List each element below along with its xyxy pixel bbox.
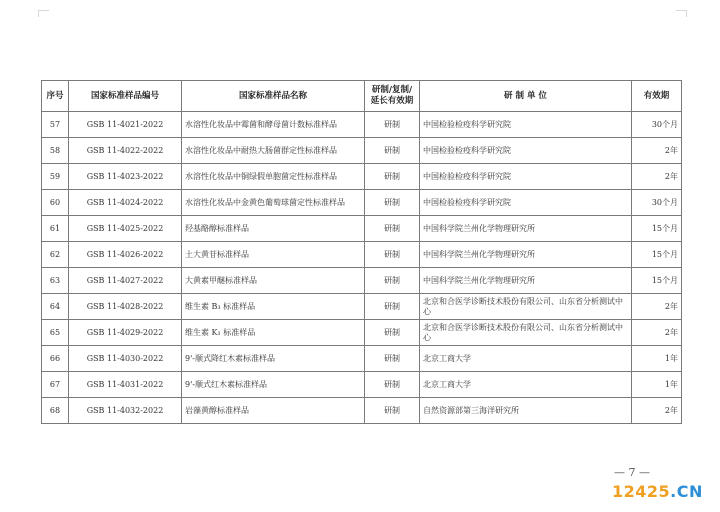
- cell-unit: 中国科学院兰州化学物理研究所: [420, 242, 632, 268]
- cell-name: 水溶性化妆品中耐热大肠菌群定性标准样品: [182, 138, 365, 164]
- cell-no: 65: [42, 320, 69, 346]
- table-row: [42, 346, 682, 372]
- cell-unit: 北京和合医学诊断技术股份有限公司、山东省分析测试中心: [420, 294, 632, 320]
- header-valid: 有效期: [632, 81, 682, 112]
- cell-unit: 中国检验检疫科学研究院: [420, 138, 632, 164]
- table-row: [42, 398, 682, 424]
- cell-type: 研制: [365, 372, 420, 398]
- cell-code: GSB 11-4025-2022: [69, 216, 182, 242]
- cell-name: 大黄素甲醚标准样品: [182, 268, 365, 294]
- cell-type: 研制: [365, 346, 420, 372]
- cell-no: 66: [42, 346, 69, 372]
- cell-no: 61: [42, 216, 69, 242]
- cell-valid: 30个月: [632, 190, 682, 216]
- standard-samples-table: [41, 80, 682, 424]
- cell-type: 研制: [365, 242, 420, 268]
- cell-name: 水溶性化妆品中铜绿假单胞菌定性标准样品: [182, 164, 365, 190]
- cell-code: GSB 11-4027-2022: [69, 268, 182, 294]
- cell-unit: 中国检验检疫科学研究院: [420, 112, 632, 138]
- table-row: [42, 112, 682, 138]
- cell-name: 岩藻黄醇标准样品: [182, 398, 365, 424]
- cell-code: GSB 11-4028-2022: [69, 294, 182, 320]
- cell-code: GSB 11-4021-2022: [69, 112, 182, 138]
- cell-unit: 中国科学院兰州化学物理研究所: [420, 216, 632, 242]
- cell-code: GSB 11-4024-2022: [69, 190, 182, 216]
- table-row: [42, 216, 682, 242]
- header-code: 国家标准样品编号: [69, 81, 182, 112]
- table-row: [42, 242, 682, 268]
- cell-unit: 中国检验检疫科学研究院: [420, 164, 632, 190]
- watermark-logo[interactable]: [612, 482, 703, 501]
- cell-valid: 1年: [632, 346, 682, 372]
- cell-type: 研制: [365, 320, 420, 346]
- table-row: [42, 294, 682, 320]
- cell-valid: 15个月: [632, 216, 682, 242]
- cell-unit: 自然资源部第三海洋研究所: [420, 398, 632, 424]
- cell-name: 水溶性化妆品中霉菌和酵母菌计数标准样品: [182, 112, 365, 138]
- cell-no: 68: [42, 398, 69, 424]
- cell-code: GSB 11-4032-2022: [69, 398, 182, 424]
- cell-no: 57: [42, 112, 69, 138]
- cell-name: 维生素 K₁ 标准样品: [182, 320, 365, 346]
- cell-no: 58: [42, 138, 69, 164]
- table-row: [42, 372, 682, 398]
- cell-type: 研制: [365, 294, 420, 320]
- crop-mark-right: [676, 10, 687, 17]
- cell-code: GSB 11-4030-2022: [69, 346, 182, 372]
- cell-type: 研制: [365, 164, 420, 190]
- table-row: [42, 190, 682, 216]
- cell-unit: 北京工商大学: [420, 346, 632, 372]
- header-name: 国家标准样品名称: [182, 81, 365, 112]
- cell-name: 土大黄苷标准样品: [182, 242, 365, 268]
- cell-name: 维生素 B₃ 标准样品: [182, 294, 365, 320]
- header-type: 研制/复制/延长有效期: [365, 81, 420, 112]
- cell-code: GSB 11-4022-2022: [69, 138, 182, 164]
- cell-valid: 1年: [632, 372, 682, 398]
- cell-type: 研制: [365, 268, 420, 294]
- cell-no: 64: [42, 294, 69, 320]
- cell-no: 63: [42, 268, 69, 294]
- cell-type: 研制: [365, 138, 420, 164]
- cell-no: 60: [42, 190, 69, 216]
- cell-no: 67: [42, 372, 69, 398]
- cell-valid: 2年: [632, 294, 682, 320]
- cell-no: 59: [42, 164, 69, 190]
- cell-valid: 2年: [632, 320, 682, 346]
- cell-valid: 30个月: [632, 112, 682, 138]
- table-row: [42, 164, 682, 190]
- watermark-domain: .CN: [670, 482, 703, 501]
- cell-code: GSB 11-4026-2022: [69, 242, 182, 268]
- cell-unit: 中国科学院兰州化学物理研究所: [420, 268, 632, 294]
- cell-name: 9'-顺式降红木素标准样品: [182, 346, 365, 372]
- table-row: [42, 138, 682, 164]
- cell-valid: 15个月: [632, 268, 682, 294]
- cell-code: GSB 11-4029-2022: [69, 320, 182, 346]
- cell-type: 研制: [365, 112, 420, 138]
- cell-valid: 15个月: [632, 242, 682, 268]
- watermark-number: 12425: [612, 482, 671, 501]
- cell-name: 9'-顺式红木素标准样品: [182, 372, 365, 398]
- table-row: [42, 268, 682, 294]
- table-row: [42, 320, 682, 346]
- cell-unit: 北京和合医学诊断技术股份有限公司、山东省分析测试中心: [420, 320, 632, 346]
- header-no: 序号: [42, 81, 69, 112]
- cell-unit: 北京工商大学: [420, 372, 632, 398]
- cell-code: GSB 11-4031-2022: [69, 372, 182, 398]
- table-header-row: [42, 81, 682, 112]
- cell-valid: 2年: [632, 398, 682, 424]
- cell-name: 羟基酪醇标准样品: [182, 216, 365, 242]
- crop-mark-left: [38, 10, 49, 17]
- cell-unit: 中国检验检疫科学研究院: [420, 190, 632, 216]
- cell-valid: 2年: [632, 164, 682, 190]
- cell-valid: 2年: [632, 138, 682, 164]
- cell-type: 研制: [365, 216, 420, 242]
- page-number: — 7 —: [614, 466, 650, 479]
- header-unit: 研 制 单 位: [420, 81, 632, 112]
- cell-no: 62: [42, 242, 69, 268]
- cell-code: GSB 11-4023-2022: [69, 164, 182, 190]
- cell-name: 水溶性化妆品中金黄色葡萄球菌定性标准样品: [182, 190, 365, 216]
- cell-type: 研制: [365, 398, 420, 424]
- cell-type: 研制: [365, 190, 420, 216]
